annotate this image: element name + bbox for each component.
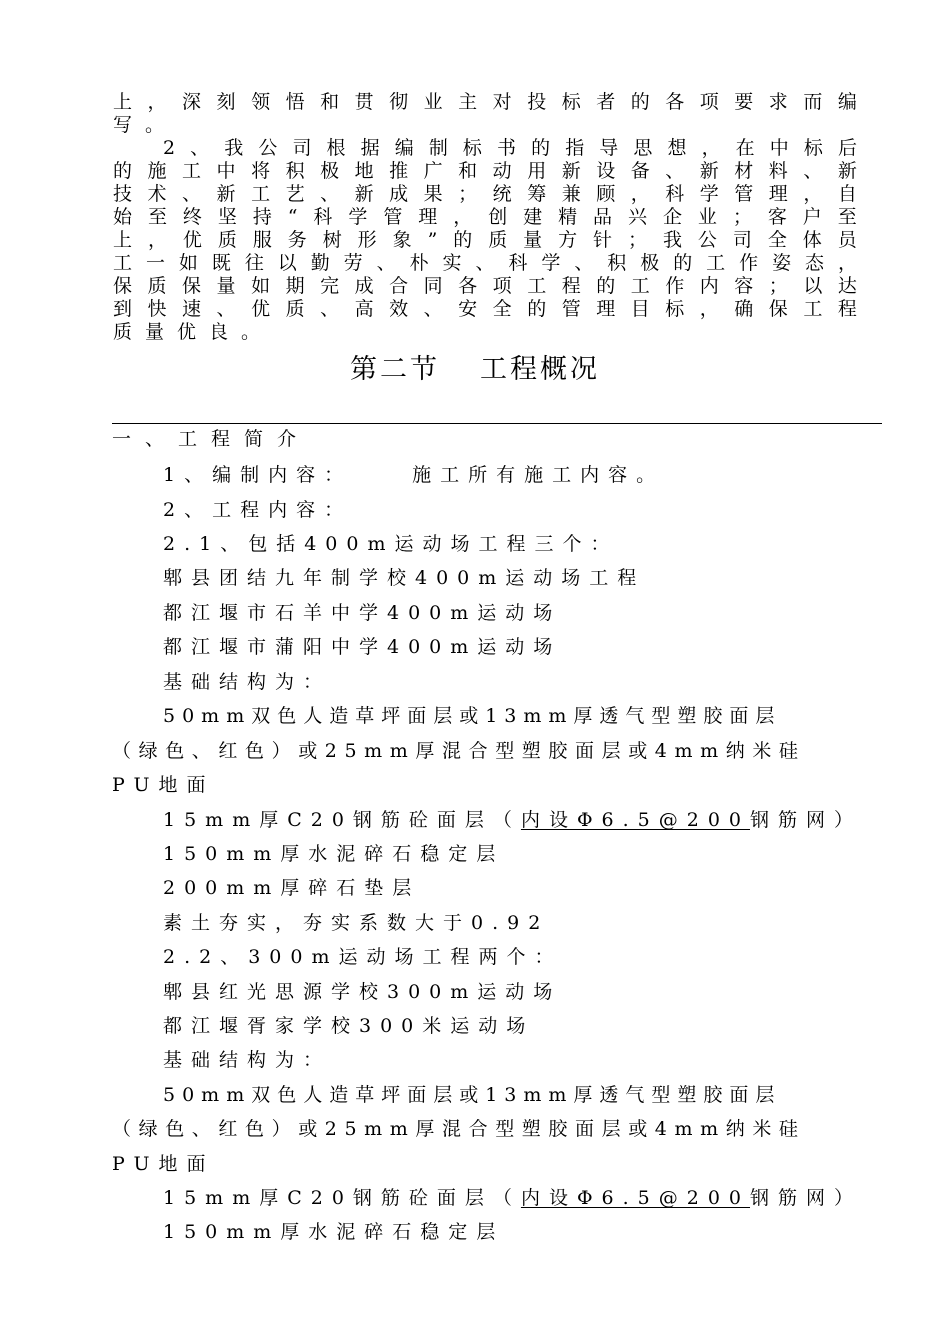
layer-text: 15mm厚C20钢筋砼面层（ <box>163 1187 521 1209</box>
section-number: 第二节 <box>350 354 440 385</box>
intro-line: 的 施 工 中 将 积 极 地 推 广 和 动 用 新 设 备 、 新 材 料 、 新 <box>113 160 857 182</box>
intro-line: 写。 <box>113 114 178 136</box>
layer-line: 200mm厚碎石垫层 <box>163 877 421 899</box>
layer-underlined-text: 内设Φ6.5@200 <box>520 1187 750 1209</box>
project-line: 郫县团结九年制学校400m运动场工程 <box>163 567 646 589</box>
layer-underlined-text: 内设Φ6.5@200 <box>520 809 750 831</box>
layer-line <box>163 807 862 833</box>
layer-line: 素土夯实，夯实系数大于0.92 <box>163 912 550 934</box>
item-edit-value: 施工所有施工内容。 <box>412 464 665 486</box>
project-line: 郫县红光思源学校300m运动场 <box>163 981 562 1003</box>
surface-line: （绿色、红色）或25mm厚混合型塑胶面层或4mm纳米硅 <box>112 1118 806 1140</box>
intro-line: 2 、 我 公 司 根 据 编 制 标 书 的 指 导 思 想 ， 在 中 标 后 <box>163 137 857 159</box>
surface-line: 50mm双色人造草坪面层或13mm厚透气型塑胶面层 <box>163 705 782 727</box>
surface-line: （绿色、红色）或25mm厚混合型塑胶面层或4mm纳米硅 <box>112 740 806 762</box>
layer-text: 15mm厚C20钢筋砼面层（ <box>163 809 521 831</box>
header-divider <box>112 423 882 424</box>
item-400m-header: 2.1、包括400m运动场工程三个： <box>163 533 619 555</box>
surface-line: 50mm双色人造草坪面层或13mm厚透气型塑胶面层 <box>163 1084 782 1106</box>
intro-line: 工 一 如 既 往 以 勤 劳 、 朴 实 、 科 学 、 积 极 的 工 作 姿 态 ， <box>113 252 857 274</box>
project-line: 都江堰胥家学校300米运动场 <box>163 1015 535 1037</box>
intro-line: 到 快 速 、 优 质 、 高 效 、 安 全 的 管 理 目 标 ， 确 保 工 程 <box>113 298 857 320</box>
intro-line: 上 ， 深 刻 领 悟 和 贯 彻 业 主 对 投 标 者 的 各 项 要 求 而 编 <box>113 91 857 113</box>
intro-line: 技 术 、 新 工 艺 、 新 成 果 ； 统 筹 兼 顾 ， 科 学 管 理 ， 自 <box>113 183 857 205</box>
layer-line: 150mm厚水泥碎石稳定层 <box>163 843 505 865</box>
layer-line: 150mm厚水泥碎石稳定层 <box>163 1221 505 1243</box>
section-name: 工程概况 <box>480 354 600 385</box>
project-line: 都江堰市石羊中学400m运动场 <box>163 602 562 624</box>
project-line: 都江堰市蒲阳中学400m运动场 <box>163 636 562 658</box>
surface-line: PU地面 <box>112 1153 215 1175</box>
structure-label: 基础结构为： <box>163 1049 332 1071</box>
surface-line: PU地面 <box>112 774 215 796</box>
layer-text: 钢筋网） <box>750 809 863 831</box>
item-edit-label: 1、编制内容： <box>163 464 353 486</box>
item-300m-header: 2.2、300m运动场工程两个： <box>163 946 563 968</box>
structure-label: 基础结构为： <box>163 671 332 693</box>
intro-line: 保 质 保 量 如 期 完 成 合 同 各 项 工 程 的 工 作 内 容 ； 以 达 <box>113 275 857 297</box>
intro-line: 始 至 终 坚 持 “ 科 学 管 理 ， 创 建 精 品 兴 企 业 ； 客 户 至 <box>113 206 857 228</box>
section-title <box>0 350 950 390</box>
layer-line <box>163 1185 862 1211</box>
layer-text: 钢筋网） <box>750 1187 863 1209</box>
subsection-heading: 一、工程简介 <box>112 428 311 450</box>
intro-line: 上 ， 优 质 服 务 树 形 象 ” 的 质 量 方 针 ； 我 公 司 全 体 员 <box>113 229 857 251</box>
item-edit-content <box>163 462 664 488</box>
item-project-content: 2、工程内容： <box>163 499 353 521</box>
intro-line: 质量优良。 <box>113 321 274 343</box>
